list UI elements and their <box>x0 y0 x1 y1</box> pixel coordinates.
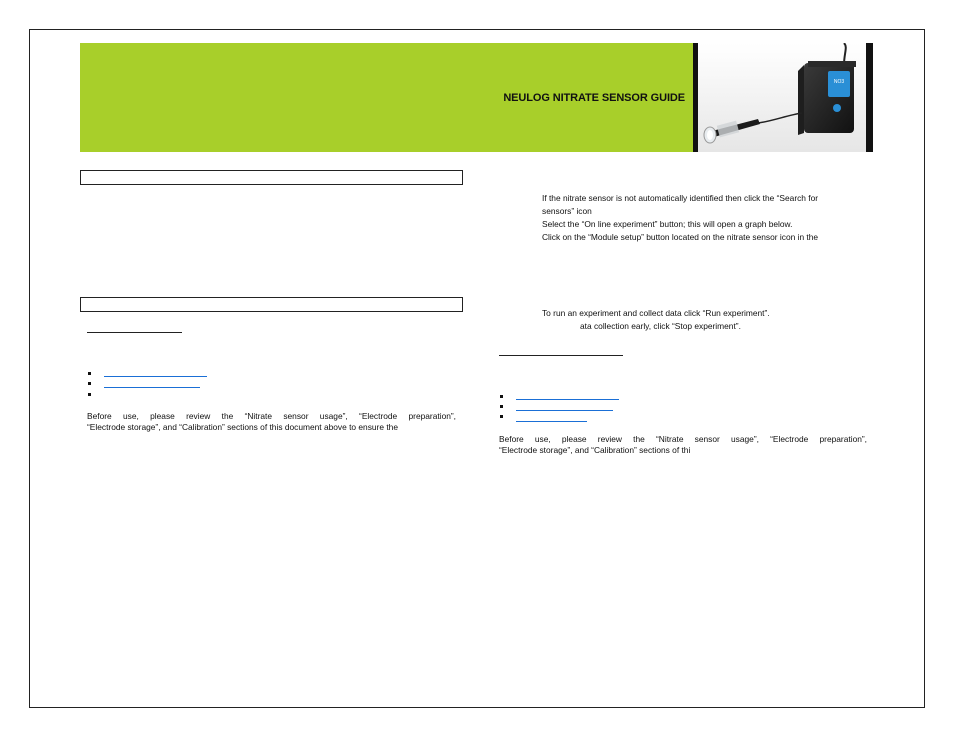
review-text-line-2: “Electrode storage”, and “Calibration” sections of this document above to ensure the <box>87 422 398 432</box>
review-text-line-1: Before use, please review the “Nitrate sensor usage”, “Electrode preparation”, <box>499 434 867 444</box>
nitrate-sensor-icon <box>698 43 866 152</box>
section-header-box-1 <box>80 170 463 185</box>
section-header-box-2 <box>80 297 463 312</box>
subheading-underline <box>499 355 623 356</box>
step-text-2: sensors” icon <box>542 206 592 216</box>
banner-edge <box>866 43 873 152</box>
document-title: NEULOG NITRATE SENSOR GUIDE <box>503 92 685 104</box>
step-text-1: If the nitrate sensor is not automatically identified then click the “Search for <box>542 193 819 203</box>
bullet <box>500 415 503 418</box>
review-text-line-2: “Electrode storage”, and “Calibration” sections of thi <box>499 445 691 455</box>
svg-text:NO3: NO3 <box>833 79 845 85</box>
link-underline[interactable] <box>516 421 587 422</box>
step-text-4: Click on the “Module setup” button located on the nitrate sensor icon in the <box>542 232 819 242</box>
link-underline[interactable] <box>516 399 619 400</box>
review-text-line-1: Before use, please review the “Nitrate sensor usage”, “Electrode preparation”, <box>87 411 456 421</box>
link-underline[interactable] <box>104 387 200 388</box>
bullet <box>88 382 91 385</box>
link-underline[interactable] <box>516 410 613 411</box>
run-step-1: To run an experiment and collect data click “Run experiment”. <box>542 308 770 318</box>
product-photo <box>698 43 866 152</box>
bullet <box>88 372 91 375</box>
bullet <box>500 395 503 398</box>
bullet <box>88 393 91 396</box>
link-underline[interactable] <box>104 376 207 377</box>
header-banner <box>80 43 693 152</box>
step-text-3: Select the “On line experiment” button; this will open a graph below. <box>542 219 793 229</box>
run-step-2: ata collection early, click “Stop experiment”. <box>580 321 741 331</box>
bullet <box>500 405 503 408</box>
subheading-underline <box>87 332 182 333</box>
